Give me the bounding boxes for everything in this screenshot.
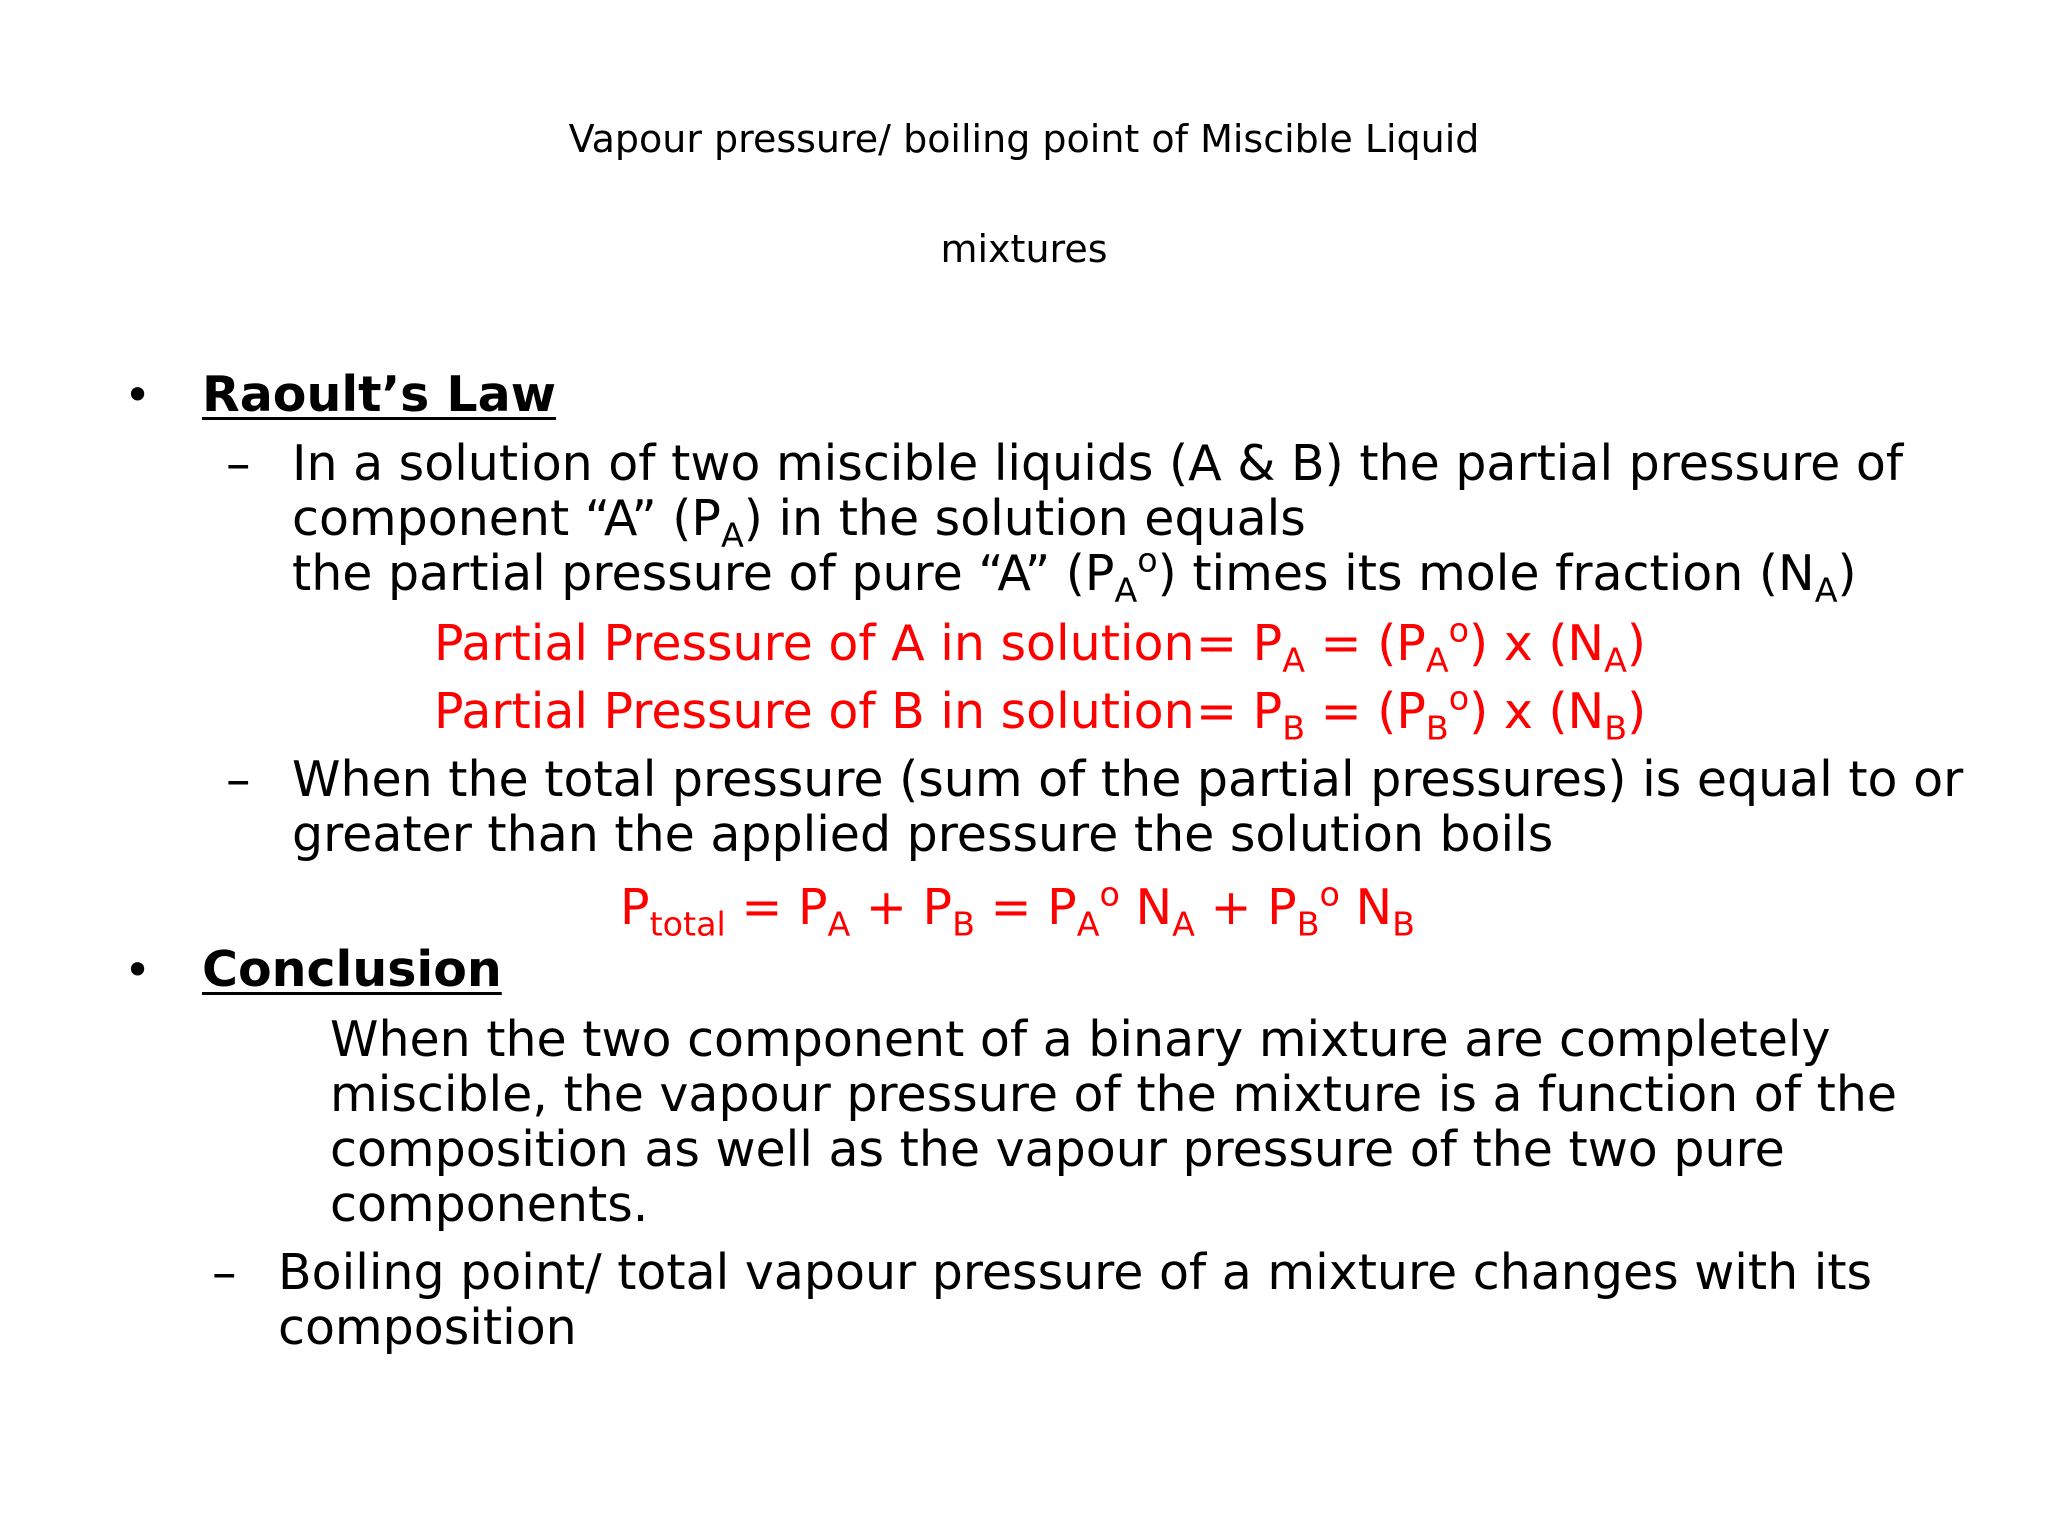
conclusion-para-line-1: When the two component of a binary mixture are completely — [330, 1011, 1831, 1068]
raoult-point2-line2: greater than the applied pressure the solution boils — [292, 806, 1554, 863]
total-pressure-equation: $P_{total} = P_A + P_B = P_A^o$ $N_A + P_B^o$ $N_B$ — [620, 874, 1416, 944]
equation-b-formula: = $P_B = (P_B^o)$ x $(N_B)$ — [1196, 678, 1647, 748]
equation-a-formula: = $P_A = (P_A^o)$ x $(N_A)$ — [1196, 610, 1647, 680]
conclusion-point-line1: Boiling point/ total vapour pressure of a mixture changes with its — [278, 1244, 1873, 1301]
equation-b-label: Partial Pressure of B in solution — [434, 683, 1195, 740]
conclusion-heading: Conclusion — [202, 941, 502, 998]
raoult-heading: Raoult’s Law — [202, 366, 556, 423]
dash-conclusion-point: – — [212, 1244, 237, 1301]
conclusion-para-line-4: components. — [330, 1176, 649, 1233]
raoult-point1-line3: the partial pressure of pure “A” $(P_A^o)$ times its mole fraction $(N_A)$ — [292, 540, 1857, 610]
equation-a-label: Partial Pressure of A in solution — [434, 615, 1195, 672]
bullet-conclusion: • — [124, 943, 152, 997]
bullet-raoult: • — [124, 368, 152, 422]
conclusion-point-line2: composition — [278, 1299, 577, 1356]
conclusion-para-line-2: miscible, the vapour pressure of the mixture is a function of the — [330, 1066, 1898, 1123]
raoult-point1-line1: In a solution of two miscible liquids (A & B) the partial pressure of — [292, 435, 1904, 492]
dash-point-1: – — [226, 435, 251, 492]
slide-title-line-1: Vapour pressure/ boiling point of Miscible Liquid — [568, 117, 1480, 161]
dash-point-2: – — [226, 751, 251, 808]
slide-title-line-2: mixtures — [940, 227, 1108, 271]
raoult-point2-line1: When the total pressure (sum of the partial pressures) is equal to or — [292, 751, 1964, 808]
raoult-point1-line2: component “A” $(P_A)$ in the solution equals — [292, 490, 1306, 555]
conclusion-para-line-3: composition as well as the vapour pressure of the two pure — [330, 1121, 1785, 1178]
